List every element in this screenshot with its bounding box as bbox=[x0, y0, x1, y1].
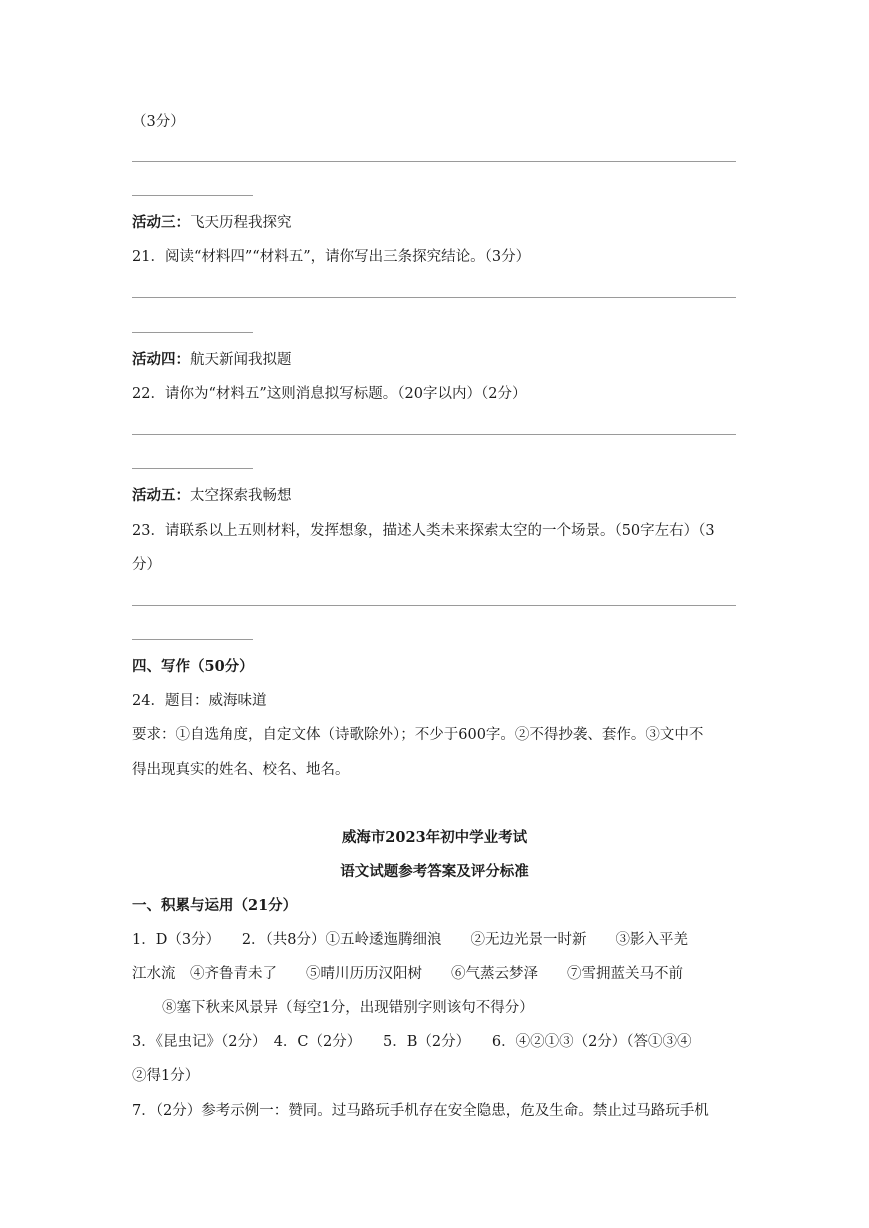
activity5-heading bbox=[132, 486, 292, 506]
question-21: 21．阅读“材料四”“材料五”，请你写出三条探究结论。（3分） bbox=[132, 249, 531, 265]
section-4-heading: 四、写作（50分） bbox=[132, 658, 254, 675]
activity3-heading bbox=[132, 213, 292, 233]
activity3-title: 飞天历程我探究 bbox=[190, 215, 292, 231]
answer-line4: 3．《昆虫记》（2分） 4．C（2分） 5．B（2分） 6．④②①③（2分）（答①③④ bbox=[132, 1034, 692, 1050]
question-23-line2: 分） bbox=[132, 557, 161, 573]
question-24-req-line2: 得出现真实的姓名、校名、地名。 bbox=[132, 762, 350, 778]
activity5-title: 太空探索我畅想 bbox=[190, 488, 292, 504]
activity4-label: 活动四： bbox=[132, 351, 190, 368]
answer-line-short bbox=[132, 468, 253, 469]
answer-line2: 江水流 ④齐鲁青未了 ⑤晴川历历汉阳树 ⑥气蒸云梦泽 ⑦雪拥蓝关马不前 bbox=[132, 966, 683, 982]
q20-score: （3分） bbox=[132, 114, 185, 130]
question-24-req-line1: 要求：①自选角度，自定文体（诗歌除外）；不少于600字。②不得抄袭、套作。③文中不 bbox=[132, 727, 704, 743]
answer-key-subtitle: 语文试题参考答案及评分标准 bbox=[340, 863, 529, 880]
question-22: 22．请你为“材料五”这则消息拟写标题。（20字以内）（2分） bbox=[132, 386, 527, 402]
answer-line1: 1．D（3分） 2．（共8分）①五岭逶迤腾细浪 ②无边光景一时新 ③影入平羌 bbox=[132, 932, 689, 948]
answer-line bbox=[132, 161, 736, 162]
answer-key-title: 威海市2023年初中学业考试 bbox=[341, 829, 528, 846]
answer-line-short bbox=[132, 639, 253, 640]
activity4-title: 航天新闻我拟题 bbox=[190, 352, 292, 368]
answer-line bbox=[132, 297, 736, 298]
answer-line bbox=[132, 605, 736, 606]
activity5-label: 活动五： bbox=[132, 487, 190, 504]
answer-line5: ②得1分） bbox=[132, 1068, 200, 1084]
answer-line6: 7．（2分）参考示例一：赞同。过马路玩手机存在安全隐患，危及生命。禁止过马路玩手机 bbox=[132, 1103, 709, 1119]
question-24-topic: 24．题目：威海味道 bbox=[132, 693, 267, 709]
answer-line-short bbox=[132, 332, 253, 333]
answer-line bbox=[132, 434, 736, 435]
activity4-heading bbox=[132, 350, 292, 370]
answer-line3: ⑧塞下秋来风景异（每空1分，出现错别字则该句不得分） bbox=[162, 1000, 534, 1016]
question-23-line1: 23．请联系以上五则材料，发挥想象，描述人类未来探索太空的一个场景。（50字左右）（3 bbox=[132, 523, 715, 539]
section-1-heading: 一、积累与运用（21分） bbox=[132, 897, 298, 914]
activity3-label: 活动三： bbox=[132, 214, 190, 231]
answer-line-short bbox=[132, 195, 253, 196]
